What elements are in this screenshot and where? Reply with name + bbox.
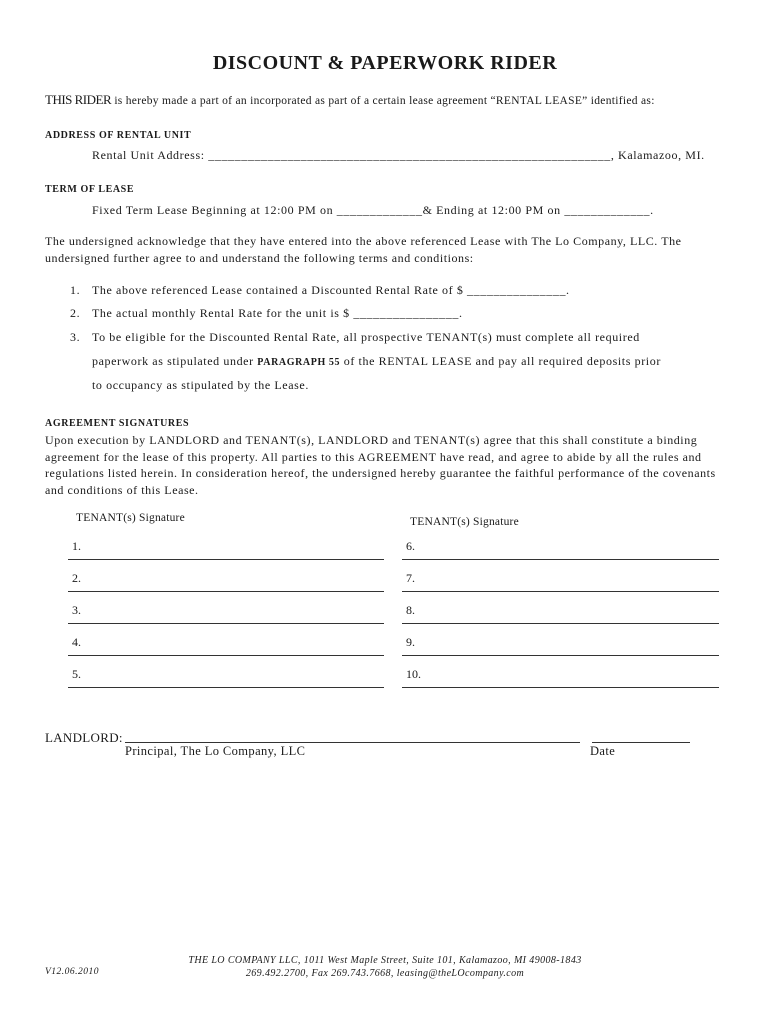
term-item-3-line-3: to occupancy as stipulated by the Lease. (92, 378, 309, 392)
tenant-signature-line[interactable] (68, 665, 384, 688)
signatures-paragraph (45, 432, 725, 498)
acknowledge-paragraph (45, 233, 725, 266)
version-label: V12.06.2010 (45, 967, 100, 977)
landlord-label: LANDLORD: (45, 730, 123, 745)
rental-unit-address-line[interactable]: Rental Unit Address: _____________________________________________________________, Kalamazoo, MI. (92, 148, 705, 162)
term-item-2[interactable] (70, 306, 463, 321)
tenant-signature-header-right: TENANT(s) Signature (410, 516, 519, 528)
term-number: 2. (70, 306, 81, 320)
footer-address: THE LO COMPANY LLC, 1011 West Maple Street, Suite 101, Kalamazoo, MI 49008-1843 (188, 955, 582, 966)
signature-number: 7. (406, 571, 415, 585)
landlord-signature-line[interactable] (125, 742, 580, 743)
tenant-signature-header-left: TENANT(s) Signature (76, 512, 185, 524)
tenant-signature-line[interactable] (402, 601, 719, 624)
intro-text: is hereby made a part of an incorporated as part of a certain lease agreement “RENTAL LEASE” identified as: (111, 95, 655, 107)
tenant-signature-line[interactable] (402, 569, 719, 592)
tenant-signature-line[interactable] (402, 537, 719, 560)
tenant-signature-line[interactable] (68, 537, 384, 560)
term-number: 3. (70, 330, 81, 344)
footer-contact (0, 954, 770, 980)
landlord-date-line[interactable] (592, 742, 690, 743)
term-text: The actual monthly Rental Rate for the unit is $ ________________. (92, 306, 463, 320)
term-item-1[interactable] (70, 283, 570, 298)
signature-number: 4. (72, 635, 81, 649)
signature-number: 1. (72, 539, 81, 553)
signature-number: 8. (406, 603, 415, 617)
signature-number: 10. (406, 667, 421, 681)
tenant-signature-line[interactable] (68, 633, 384, 656)
signatures-text: Upon execution by LANDLORD and TENANT(s), LANDLORD and TENANT(s) agree that this shall constitute a binding agreement for the lease of this property. All parties to this AGREEMENT have read, and agree to abide by all the rules and regulations listed herein. In consideration hereof, the undersigned hereby guarantee the faithful performance of the covenants and conditions of this Lease. (45, 433, 716, 497)
term-text: To be eligible for the Discounted Rental Rate, all prospective TENANT(s) must complete all required (92, 330, 640, 344)
lease-term-line[interactable]: Fixed Term Lease Beginning at 12:00 PM on _____________& Ending at 12:00 PM on _____________. (92, 203, 654, 217)
paragraph-reference: PARAGRAPH 55 (257, 357, 341, 368)
address-heading: ADDRESS OF RENTAL UNIT (45, 130, 192, 141)
footer-phone-email: 269.492.2700, Fax 269.743.7668, leasing@theLOcompany.com (245, 968, 525, 979)
term-item-3 (70, 330, 640, 345)
term-text: paperwork as stipulated under (92, 354, 258, 368)
signatures-heading: AGREEMENT SIGNATURES (45, 418, 190, 429)
tenant-signature-line[interactable] (402, 633, 719, 656)
acknowledge-text: The undersigned acknowledge that they have entered into the above referenced Lease with The Lo Company, LLC. The undersigned further agree to and understand the following terms and conditions: (45, 234, 682, 265)
signature-number: 9. (406, 635, 415, 649)
term-number: 1. (70, 283, 81, 297)
term-heading: TERM OF LEASE (45, 184, 135, 195)
tenant-signature-line[interactable] (402, 665, 719, 688)
document-title: DISCOUNT & PAPERWORK RIDER (212, 52, 558, 74)
signature-number: 2. (72, 571, 81, 585)
signature-number: 3. (72, 603, 81, 617)
principal-caption: Principal, The Lo Company, LLC (125, 744, 306, 758)
tenant-signature-line[interactable] (68, 601, 384, 624)
date-caption: Date (590, 744, 616, 758)
term-text: of the RENTAL LEASE and pay all required deposits prior (340, 354, 661, 368)
signature-number: 6. (406, 539, 415, 553)
intro-paragraph (45, 92, 655, 108)
tenant-signature-line[interactable] (68, 569, 384, 592)
signature-number: 5. (72, 667, 81, 681)
term-text: The above referenced Lease contained a Discounted Rental Rate of $ _______________. (92, 283, 570, 297)
term-item-3-line-2 (92, 354, 661, 369)
intro-lead: THIS RIDER (45, 92, 112, 107)
